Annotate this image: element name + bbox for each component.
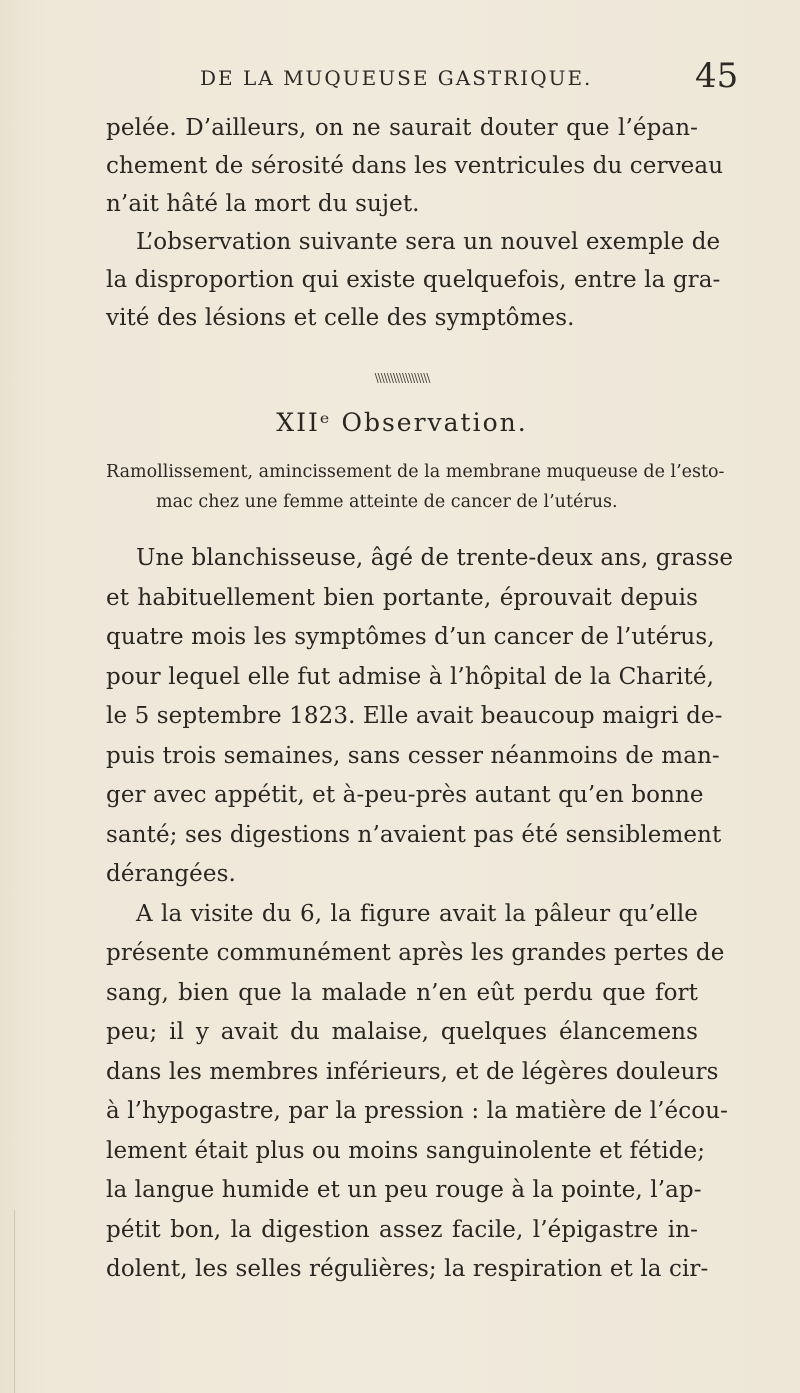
text-line: dolent, les selles régulières; la respiration et la cir- [106,1256,709,1282]
text-line: la langue humide et un peu rouge à la pointe, l’ap- [106,1177,702,1203]
text-line: sang, bien que la malade n’en eût perdu que fort [106,979,698,1006]
text-line: le 5 septembre 1823. Elle avait beaucoup maigri de- [106,703,723,729]
text-line: lement était plus ou moins sanguinolente et fétide; [106,1137,706,1164]
text-line: L’observation suivante sera un nouvel exemple de [136,229,721,255]
text-line: pelée. D’ailleurs, on ne saurait douter que l’épan- [106,115,698,141]
text-line: quatre mois les symptômes d’un cancer de l’utérus, [106,624,715,650]
text-line: pour lequel elle fut admise à l’hôpital de la Charité, [106,663,715,690]
page-number: 45 [695,56,739,96]
observation-summary [106,457,725,517]
text-line: n’ait hâté la mort du sujet. [106,191,420,217]
text-line: pétit bon, la digestion assez facile, l’épigastre in- [106,1216,698,1243]
paragraph-1 [106,109,724,223]
text-line: puis trois semaines, sans cesser néanmoins de man- [106,742,720,769]
observation-title: XIIᵉ Observation. [276,408,528,437]
text-line: Une blanchisseuse, âgé de trente-deux ans, grasse [136,545,734,571]
page-header [0,56,800,96]
text-line: la disproportion qui existe quelquefois, entre la gra- [106,267,721,293]
running-head: DE LA MUQUEUSE GASTRIQUE. [200,66,593,90]
section-ornament: \\\\\\\\\\\\\\\\\\ [374,371,430,385]
binding-gutter [0,1210,15,1393]
text-line: santé; ses digestions n’avaient pas été sensiblement [106,821,722,848]
summary-line: Ramollissement, amincissement de la membrane muqueuse de l’esto- [106,462,725,482]
paragraph-3 [106,539,734,895]
text-line: vité des lésions et celle des symptômes. [106,305,575,331]
text-line: peu; il y avait du malaise, quelques élancemens [106,1019,698,1045]
paragraph-4 [106,895,728,1290]
text-line: et habituellement bien portante, éprouvait depuis [106,584,698,611]
text-line: ger avec appétit, et à-peu-près autant qu’en bonne [106,782,704,808]
paragraph-2 [106,223,721,337]
page-body [106,109,734,1290]
text-line: chement de sérosité dans les ventricules du cerveau [106,153,724,179]
text-line: dérangées. [106,861,236,887]
text-line: à l’hypogastre, par la pression : la matière de l’écou- [106,1098,728,1124]
text-line: A la visite du 6, la figure avait la pâleur qu’elle [136,900,698,927]
text-line: présente communément après les grandes pertes de [106,940,725,966]
text-line: dans les membres inférieurs, et de légères douleurs [106,1058,719,1085]
summary-line: mac chez une femme atteinte de cancer de l’utérus. [156,492,618,512]
